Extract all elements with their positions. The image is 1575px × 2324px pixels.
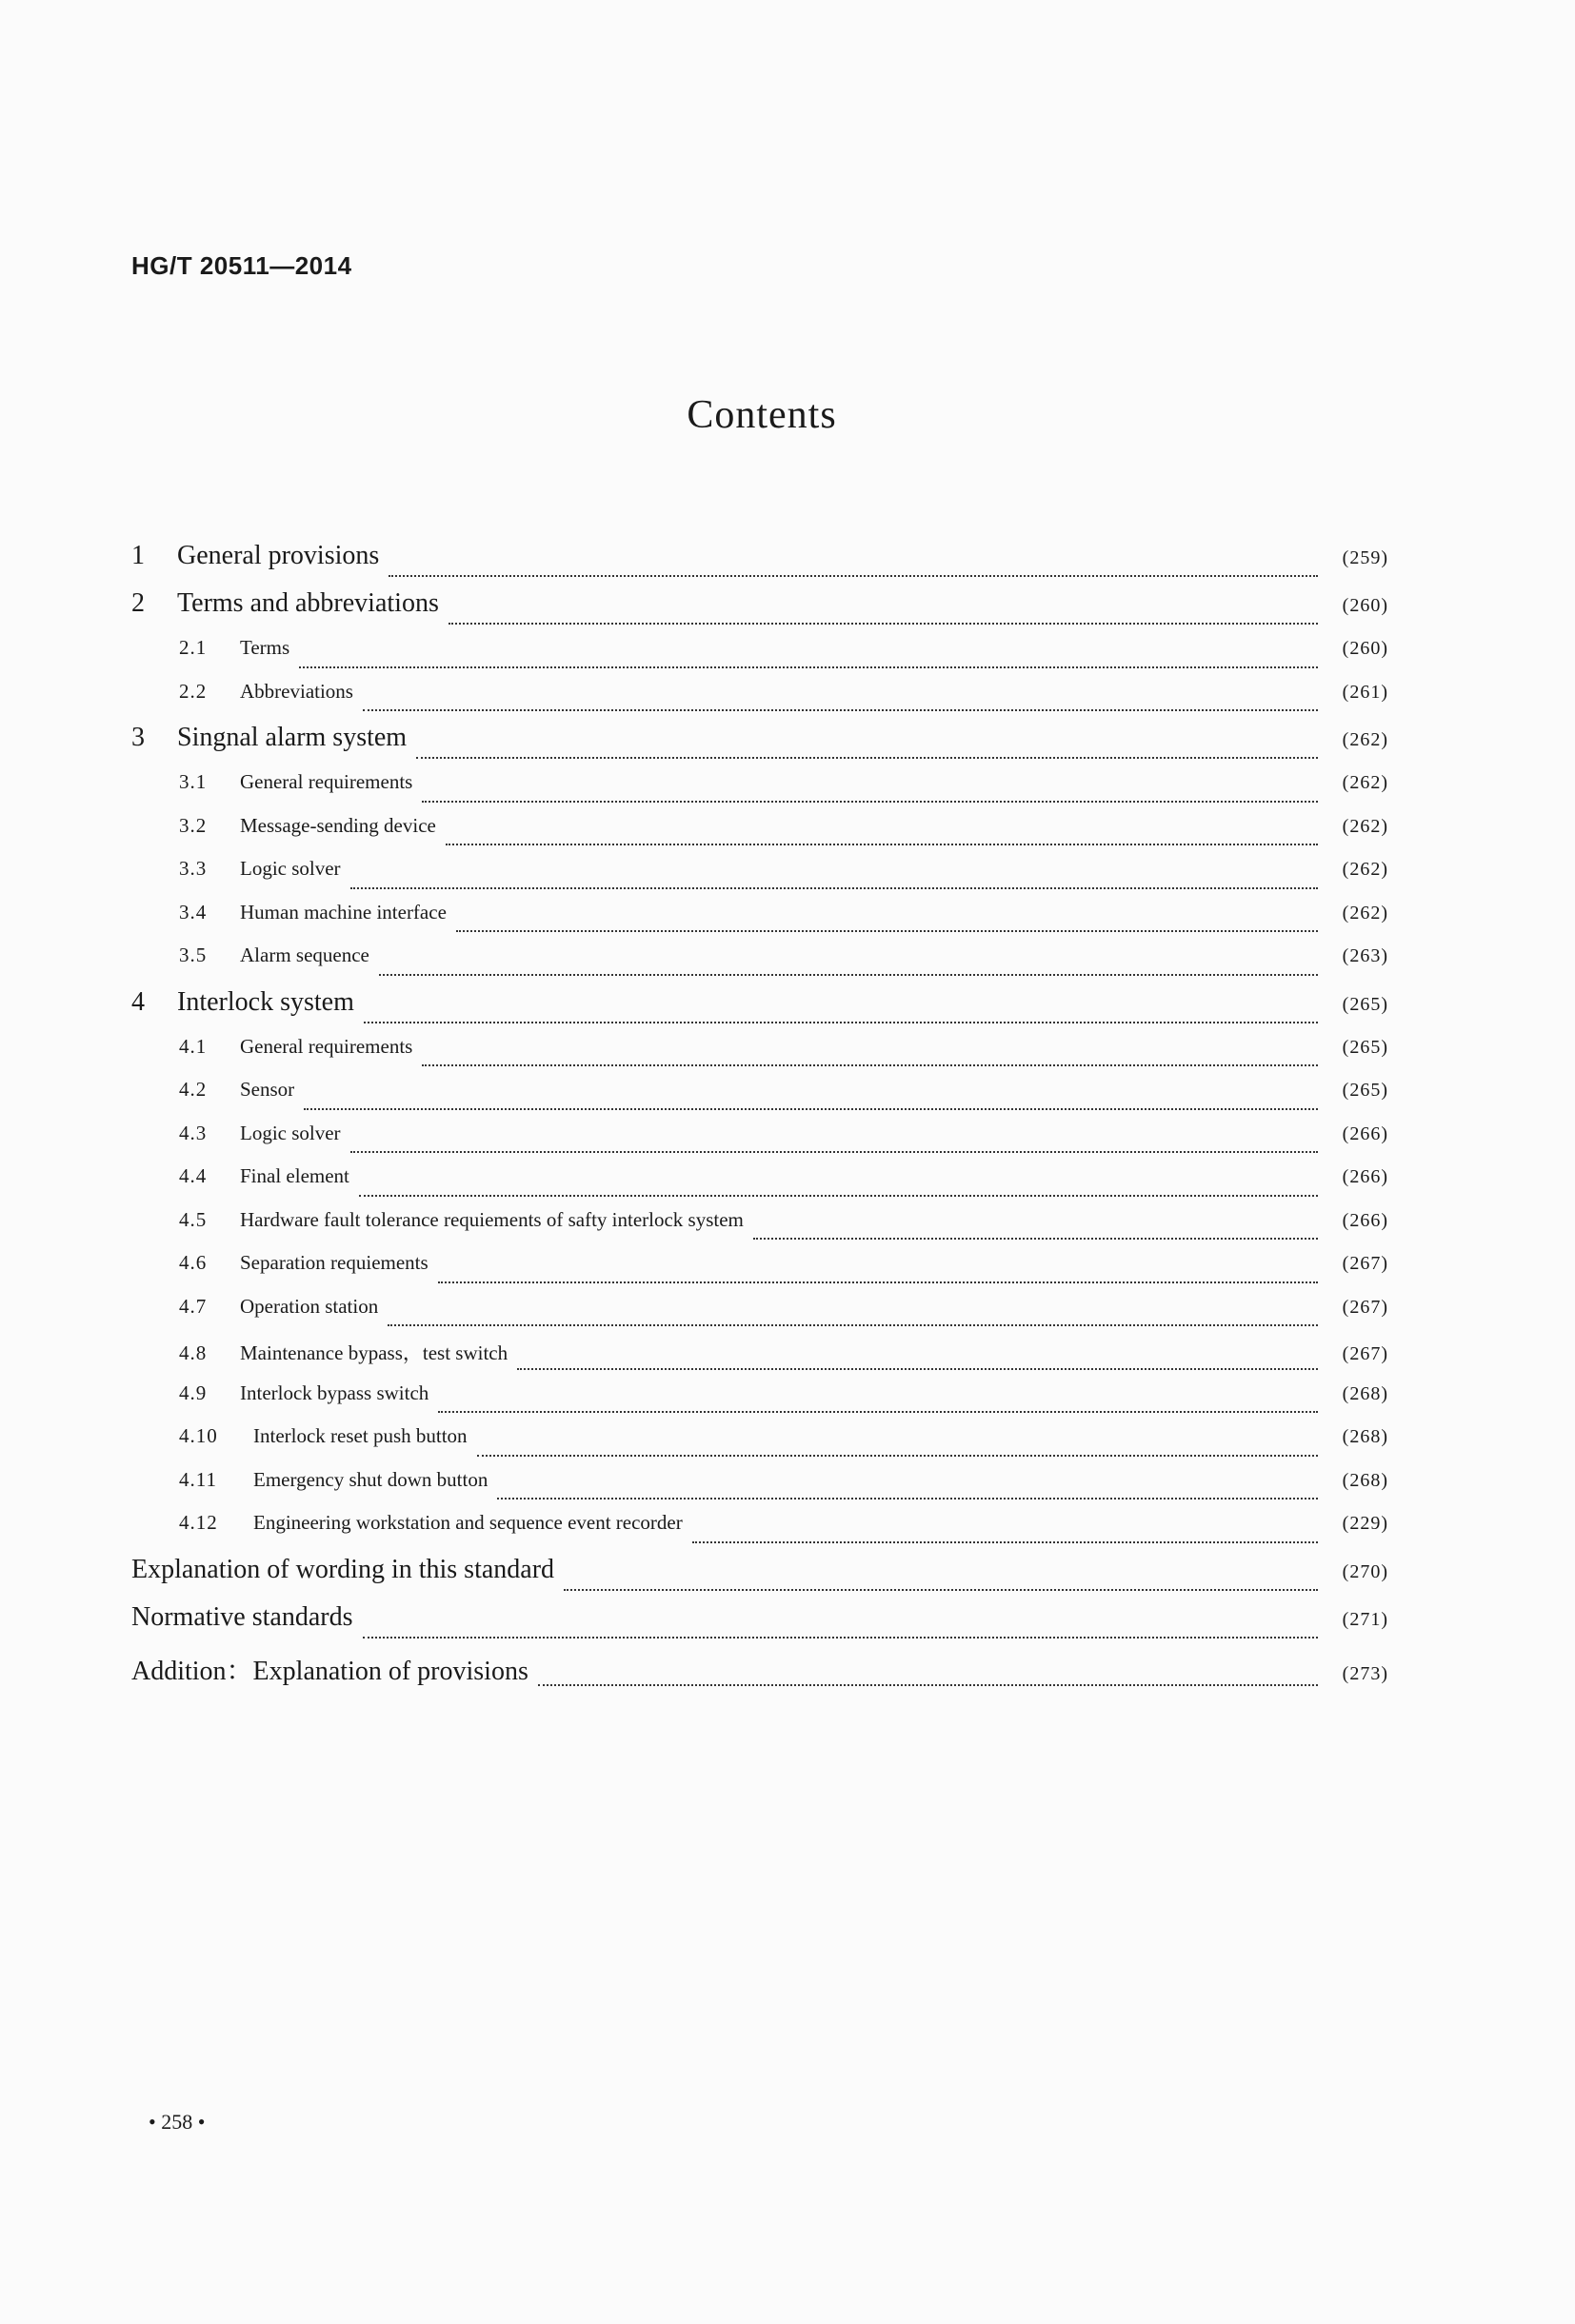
dot-leader	[379, 973, 1318, 976]
toc-entry[interactable]	[131, 588, 1388, 636]
toc-entry-number: 4.10	[179, 1424, 218, 1447]
toc-entry[interactable]	[131, 541, 1388, 588]
toc-entry-page: (267)	[1342, 1296, 1388, 1318]
dot-leader	[449, 622, 1318, 625]
toc-entry-label: Interlock bypass switch	[240, 1380, 429, 1404]
toc-entry-page: (268)	[1342, 1469, 1388, 1491]
toc-entry-page: (265)	[1342, 1036, 1388, 1058]
toc-entry-label: Addition：Explanation of provisions	[131, 1656, 528, 1686]
toc-entry-label: General requirements	[240, 1034, 413, 1058]
toc-entry-number: 2.2	[179, 679, 208, 703]
toc-entry[interactable]	[131, 1381, 1388, 1425]
toc-entry-label: Abbreviations	[240, 679, 353, 703]
toc-entry[interactable]	[131, 1035, 1388, 1079]
toc-entry[interactable]	[131, 770, 1388, 814]
toc-entry-number: 4.8	[179, 1341, 208, 1364]
toc-entry-label: Separation requiements	[240, 1251, 429, 1274]
toc-entry[interactable]	[131, 1602, 1388, 1650]
toc-entry-page: (259)	[1342, 547, 1388, 568]
toc-entry-label: Interlock system	[177, 986, 354, 1017]
toc-entry-page: (265)	[1342, 1080, 1388, 1101]
toc-entry-number: 4.9	[179, 1380, 208, 1404]
dot-leader	[422, 1063, 1318, 1066]
toc-entry-page: (270)	[1342, 1560, 1388, 1582]
toc-entry-page: (262)	[1342, 859, 1388, 880]
toc-entry-page: (273)	[1342, 1662, 1388, 1684]
toc-entry-page: (260)	[1342, 638, 1388, 659]
toc-entry[interactable]	[131, 1295, 1388, 1339]
toc-entry[interactable]	[131, 1251, 1388, 1295]
standard-code: HG/T 20511—2014	[131, 251, 352, 280]
toc-entry-label: General requirements	[240, 770, 413, 793]
toc-entry-page: (267)	[1342, 1253, 1388, 1274]
toc-entry[interactable]	[131, 1468, 1388, 1512]
dot-leader	[416, 756, 1318, 759]
toc-entry-label: Terms	[240, 636, 290, 659]
toc-entry[interactable]	[131, 1650, 1388, 1698]
toc-entry-label: Engineering workstation and sequence event recorder	[253, 1511, 683, 1534]
toc-entry-number: 4.2	[179, 1078, 208, 1101]
dot-leader	[517, 1367, 1318, 1370]
toc-entry[interactable]	[131, 944, 1388, 987]
toc-entry-label: Human machine interface	[240, 900, 447, 924]
dot-leader	[438, 1410, 1318, 1413]
toc-entry-number: 4.5	[179, 1207, 208, 1231]
toc-entry-number: 4.3	[179, 1121, 208, 1144]
toc-entry-number: 2	[131, 588, 145, 618]
toc-entry-label: Hardware fault tolerance requiements of safty interlock system	[240, 1207, 744, 1231]
toc-entry-number: 4.6	[179, 1251, 208, 1274]
toc-entry-label: Normative standards	[131, 1601, 353, 1632]
dot-leader	[364, 1021, 1318, 1023]
toc-entry[interactable]	[131, 1555, 1388, 1602]
toc-entry[interactable]	[131, 680, 1388, 724]
dot-leader	[753, 1237, 1318, 1240]
page-number: • 258 •	[149, 2110, 206, 2134]
toc-entry-label: Emergency shut down button	[253, 1467, 488, 1491]
toc-entry-page: (262)	[1342, 902, 1388, 924]
toc-entry[interactable]	[131, 1164, 1388, 1208]
toc-entry-label: Maintenance bypass，test switch	[240, 1341, 508, 1364]
toc-entry-page: (263)	[1342, 945, 1388, 966]
toc-entry-label: Operation station	[240, 1294, 379, 1318]
dot-leader	[497, 1497, 1318, 1500]
toc-entry[interactable]	[131, 636, 1388, 680]
toc-entry-page: (262)	[1342, 815, 1388, 837]
dot-leader	[422, 800, 1318, 803]
toc-entry-number: 4.1	[179, 1034, 208, 1058]
toc-entry-label: General provisions	[177, 541, 380, 570]
toc-entry[interactable]	[131, 1078, 1388, 1122]
toc-entry-page: (262)	[1342, 729, 1388, 750]
toc-entry-page: (266)	[1342, 1166, 1388, 1187]
toc-entry-number: 3.2	[179, 813, 208, 837]
toc-entry-label: Interlock reset push button	[253, 1424, 468, 1447]
dot-leader	[299, 665, 1318, 668]
toc-entry-label: Logic solver	[240, 857, 341, 880]
toc-entry-number: 1	[131, 541, 145, 570]
dot-leader	[564, 1588, 1318, 1591]
toc-entry-page: (268)	[1342, 1382, 1388, 1404]
toc-entry-number: 3.5	[179, 944, 208, 966]
dot-leader	[438, 1281, 1318, 1283]
toc-entry-page: (260)	[1342, 595, 1388, 616]
toc-entry[interactable]	[131, 857, 1388, 901]
dot-leader	[477, 1454, 1318, 1457]
toc-entry-page: (261)	[1342, 681, 1388, 703]
dot-leader	[538, 1683, 1318, 1686]
toc-entry[interactable]	[131, 1122, 1388, 1165]
page-title: Contents	[687, 393, 837, 437]
toc-entry-page: (267)	[1342, 1343, 1388, 1364]
toc-entry-number: 3.3	[179, 857, 208, 880]
toc-entry-number: 4.12	[179, 1511, 218, 1534]
dot-leader	[363, 708, 1318, 711]
toc-entry-page: (265)	[1342, 993, 1388, 1015]
toc-entry[interactable]	[131, 1208, 1388, 1252]
dot-leader	[456, 929, 1318, 932]
toc-entry-number: 3.1	[179, 770, 208, 793]
toc-entry[interactable]	[131, 1424, 1388, 1468]
dot-leader	[446, 843, 1318, 845]
toc-entry-number: 4.7	[179, 1294, 208, 1318]
toc-entry-label: Message-sending device	[240, 813, 436, 837]
toc-entry[interactable]	[131, 723, 1388, 770]
toc-entry-label: Sensor	[240, 1078, 295, 1101]
toc-entry-number: 3	[131, 723, 145, 752]
dot-leader	[359, 1194, 1318, 1197]
toc-entry-page: (271)	[1342, 1608, 1388, 1630]
toc-entry-number: 2.1	[179, 636, 208, 659]
toc-entry-page: (268)	[1342, 1426, 1388, 1447]
toc-entry-page: (229)	[1342, 1513, 1388, 1534]
toc-entry-number: 4.4	[179, 1164, 208, 1187]
toc-entry-page: (266)	[1342, 1122, 1388, 1144]
toc-entry[interactable]	[131, 1511, 1388, 1555]
dot-leader	[350, 1150, 1318, 1153]
toc-entry-number: 3.4	[179, 900, 208, 924]
dot-leader	[388, 1323, 1318, 1326]
toc-entry-number: 4.11	[179, 1467, 217, 1491]
toc-entry[interactable]	[131, 814, 1388, 858]
dot-leader	[350, 886, 1318, 889]
toc-entry-label: Terms and abbreviations	[177, 588, 439, 618]
toc-entry-label: Explanation of wording in this standard	[131, 1554, 555, 1584]
toc-entry-page: (266)	[1342, 1209, 1388, 1231]
toc-entry-label: Logic solver	[240, 1121, 341, 1144]
dot-leader	[304, 1107, 1318, 1110]
toc-entry[interactable]	[131, 987, 1388, 1035]
toc-entry[interactable]	[131, 1338, 1388, 1381]
dot-leader	[363, 1636, 1319, 1639]
toc-entry-label: Alarm sequence	[240, 944, 369, 966]
toc-entry-number: 4	[131, 986, 145, 1017]
dot-leader	[389, 574, 1318, 577]
toc-entry-label: Final element	[240, 1164, 349, 1187]
toc-entry-page: (262)	[1342, 772, 1388, 793]
toc-entry-label: Singnal alarm system	[177, 723, 408, 752]
table-of-contents	[131, 541, 1388, 1698]
dot-leader	[692, 1540, 1318, 1543]
toc-entry[interactable]	[131, 901, 1388, 944]
